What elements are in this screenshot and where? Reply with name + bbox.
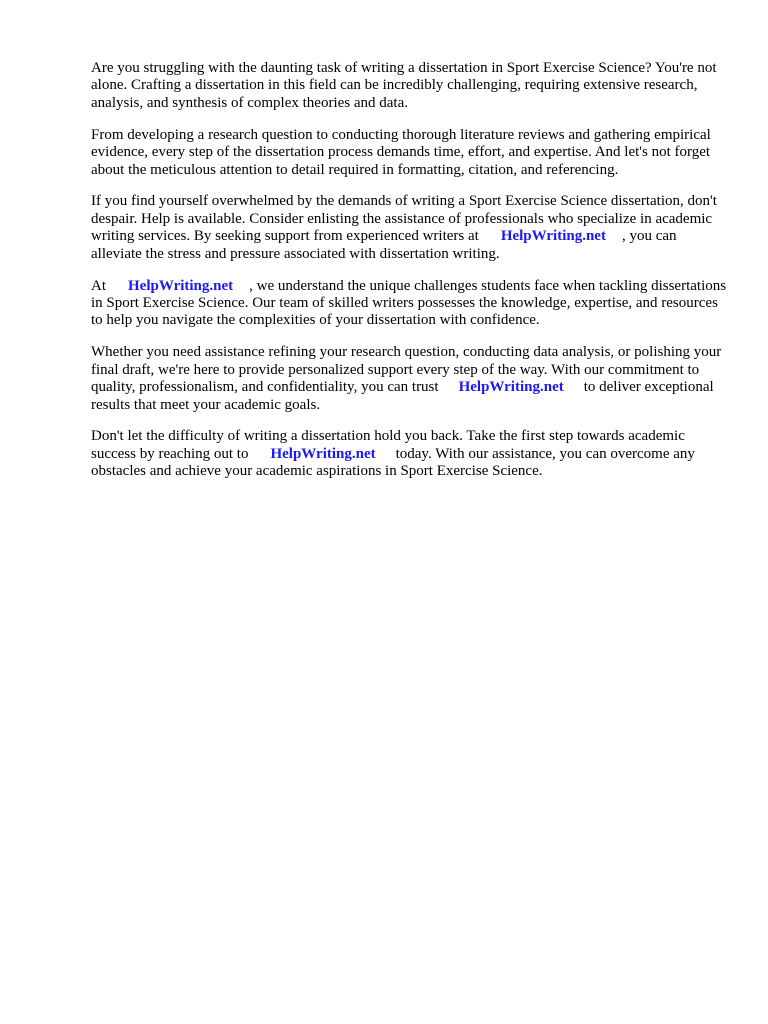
helpwriting-link[interactable]: HelpWriting.net bbox=[270, 445, 376, 462]
paragraph-text-after: , we understand the unique challenges students face when tackling dissertations in Sport Exercise Science. Our team of skilled writers possesses the knowledge, expertise, and resources to help you navigate the complexities of your dissertation with confidence. bbox=[91, 277, 727, 329]
paragraph-text-before: If you find yourself overwhelmed by the demands of writing a Sport Exercise Science dissertation, don't despair. Help is available. Consider enlisting the assistance of professionals who specialize in academic writing services. By seeking support from experienced writers at bbox=[91, 193, 717, 245]
paragraph-closing bbox=[91, 428, 731, 480]
paragraph-about bbox=[91, 278, 731, 330]
paragraph-help bbox=[91, 193, 731, 263]
paragraph-text-after: to deliver exceptional results that meet your academic goals. bbox=[91, 379, 714, 413]
paragraph-text-before: Whether you need assistance refining your research question, conducting data analysis, or polishing your final draft, we're here to provide personalized support every step of the way. With our commitment to quality, professionalism, and confidentiality, you can trust bbox=[91, 344, 722, 396]
paragraph-intro bbox=[91, 60, 731, 112]
paragraph-text-before: Don't let the difficulty of writing a dissertation hold you back. Take the first step towards academic success by reaching out to bbox=[91, 428, 685, 462]
paragraph-text: Are you struggling with the daunting task of writing a dissertation in Sport Exercise Science? You're not alone. Crafting a dissertation in this field can be incredibly challenging, requiring extensive research, analysis, and synthesis of complex theories and data. bbox=[91, 60, 717, 111]
paragraph-text-before: At bbox=[91, 277, 106, 294]
helpwriting-link[interactable]: HelpWriting.net bbox=[500, 228, 606, 245]
paragraph-text-after: today. With our assistance, you can overcome any obstacles and achieve your academic aspirations in Sport Exercise Science. bbox=[91, 445, 695, 480]
paragraph-process bbox=[91, 127, 731, 179]
paragraph-support bbox=[91, 344, 731, 414]
helpwriting-link[interactable]: HelpWriting.net bbox=[128, 277, 234, 294]
helpwriting-link[interactable]: HelpWriting.net bbox=[458, 379, 564, 396]
paragraph-text: From developing a research question to conducting thorough literature reviews and gathering empirical evidence, every step of the dissertation process demands time, effort, and expertise. And let's not forget about the meticulous attention to detail required in formatting, citation, and referencing. bbox=[91, 126, 711, 178]
paragraph-text-after: , you can alleviate the stress and pressure associated with dissertation writing. bbox=[91, 228, 677, 262]
document-body bbox=[91, 60, 731, 495]
